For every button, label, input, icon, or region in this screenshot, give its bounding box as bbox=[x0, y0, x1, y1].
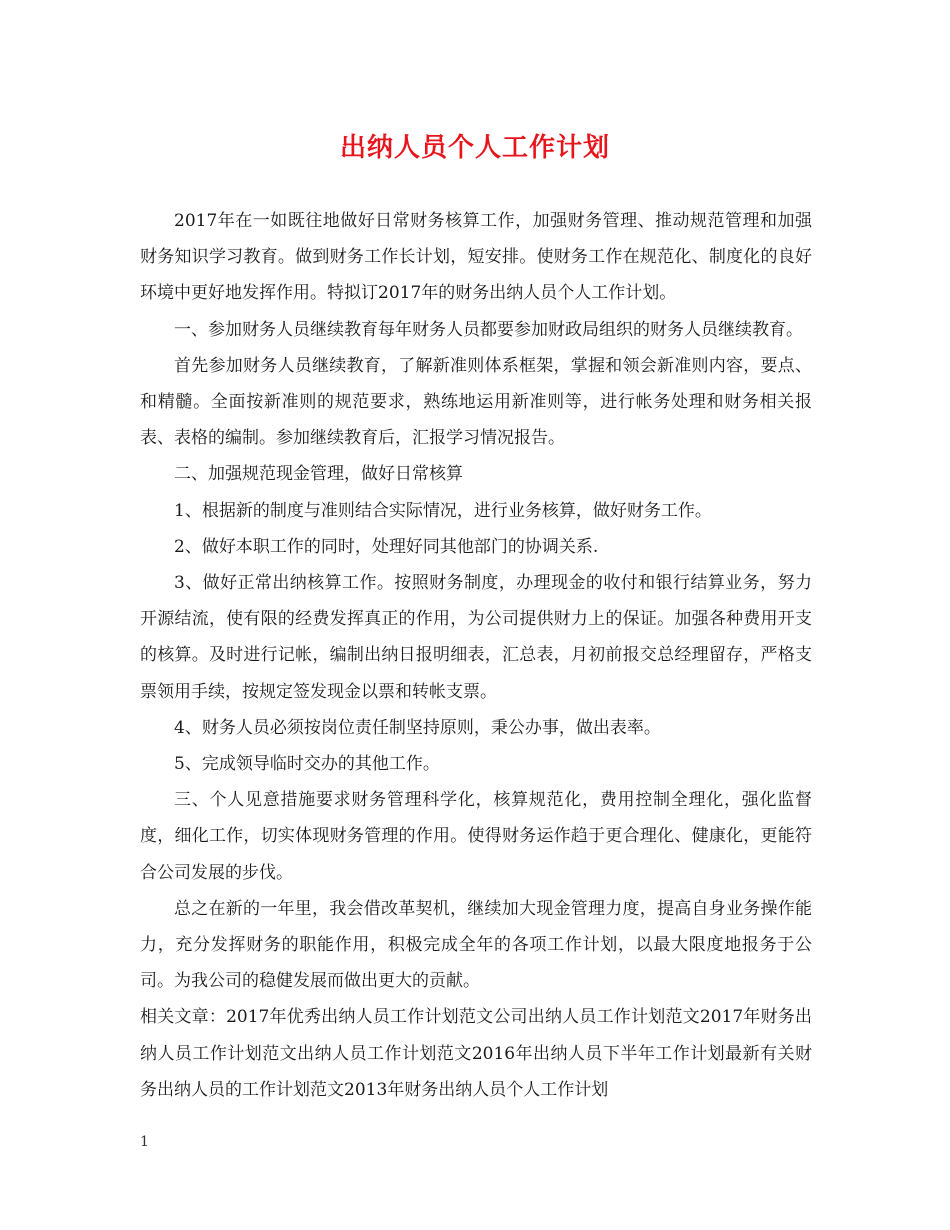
paragraph-continuing-education: 首先参加财务人员继续教育，了解新准则体系框架，掌握和领会新准则内容，要点、和精髓。全面按新准则的规范要求，熟练地运用新准则等，进行帐务处理和财务相关报表、表格的编制。参加继续教育后，汇报学习情况报告。 bbox=[140, 355, 812, 449]
document-title: 出纳人员个人工作计划 bbox=[339, 133, 610, 163]
paragraph-item-1: 1、根据新的制度与准则结合实际情况，进行业务核算，做好财务工作。 bbox=[174, 500, 712, 521]
paragraph-item-5: 5、完成领导临时交办的其他工作。 bbox=[174, 754, 440, 775]
paragraph-item-3: 3、做好正常出纳核算工作。按照财务制度，办理现金的收付和银行结算业务，努力开源结流，使有限的经费发挥真正的作用，为公司提供财力上的保证。加强各种费用开支的核算。及时进行记帐，编制出纳日报明细表，汇总表，月初前报交总经理留存，严格支票领用手续，按规定签发现金以票和转帐支票。 bbox=[140, 573, 812, 702]
paragraph-conclusion: 总之在新的一年里，我会借改革契机，继续加大现金管理力度，提高自身业务操作能力，充分发挥财务的职能作用，积极完成全年的各项工作计划，以最大限度地报务于公司。为我公司的稳健发展而做出更大的贡献。 bbox=[140, 898, 812, 992]
page-number: 1 bbox=[140, 1134, 149, 1150]
paragraph-section-3: 三、个人见意措施要求财务管理科学化，核算规范化，费用控制全理化，强化监督度，细化工作，切实体现财务管理的作用。使得财务运作趋于更合理化、健康化，更能符合公司发展的步伐。 bbox=[140, 790, 812, 883]
paragraph-section-2: 二、加强规范现金管理，做好日常核算 bbox=[174, 464, 463, 485]
paragraph-section-1: 一、参加财务人员继续教育每年财务人员都要参加财政局组织的财务人员继续教育。 bbox=[174, 319, 803, 340]
paragraph-intro: 2017年在一如既往地做好日常财务核算工作，加强财务管理、推动规范管理和加强财务知识学习教育。做到财务工作长计划，短安排。使财务工作在规范化、制度化的良好环境中更好地发挥作用。特拟订2017年的财务出纳人员个人工作计划。 bbox=[140, 211, 812, 304]
related-articles: 相关文章：2017年优秀出纳人员工作计划范文公司出纳人员工作计划范文2017年财务出纳人员工作计划范文出纳人员工作计划范文2016年出纳人员下半年工作计划最新有关财务出纳人员的工作计划范文2013年财务出纳人员个人工作计划 bbox=[140, 1007, 812, 1100]
document-body bbox=[140, 203, 812, 1108]
paragraph-item-2: 2、做好本职工作的同时，处理好同其他部门的协调关系. bbox=[174, 536, 599, 557]
paragraph-item-4: 4、财务人员必须按岗位责任制坚持原则，秉公办事，做出表率。 bbox=[174, 717, 661, 738]
